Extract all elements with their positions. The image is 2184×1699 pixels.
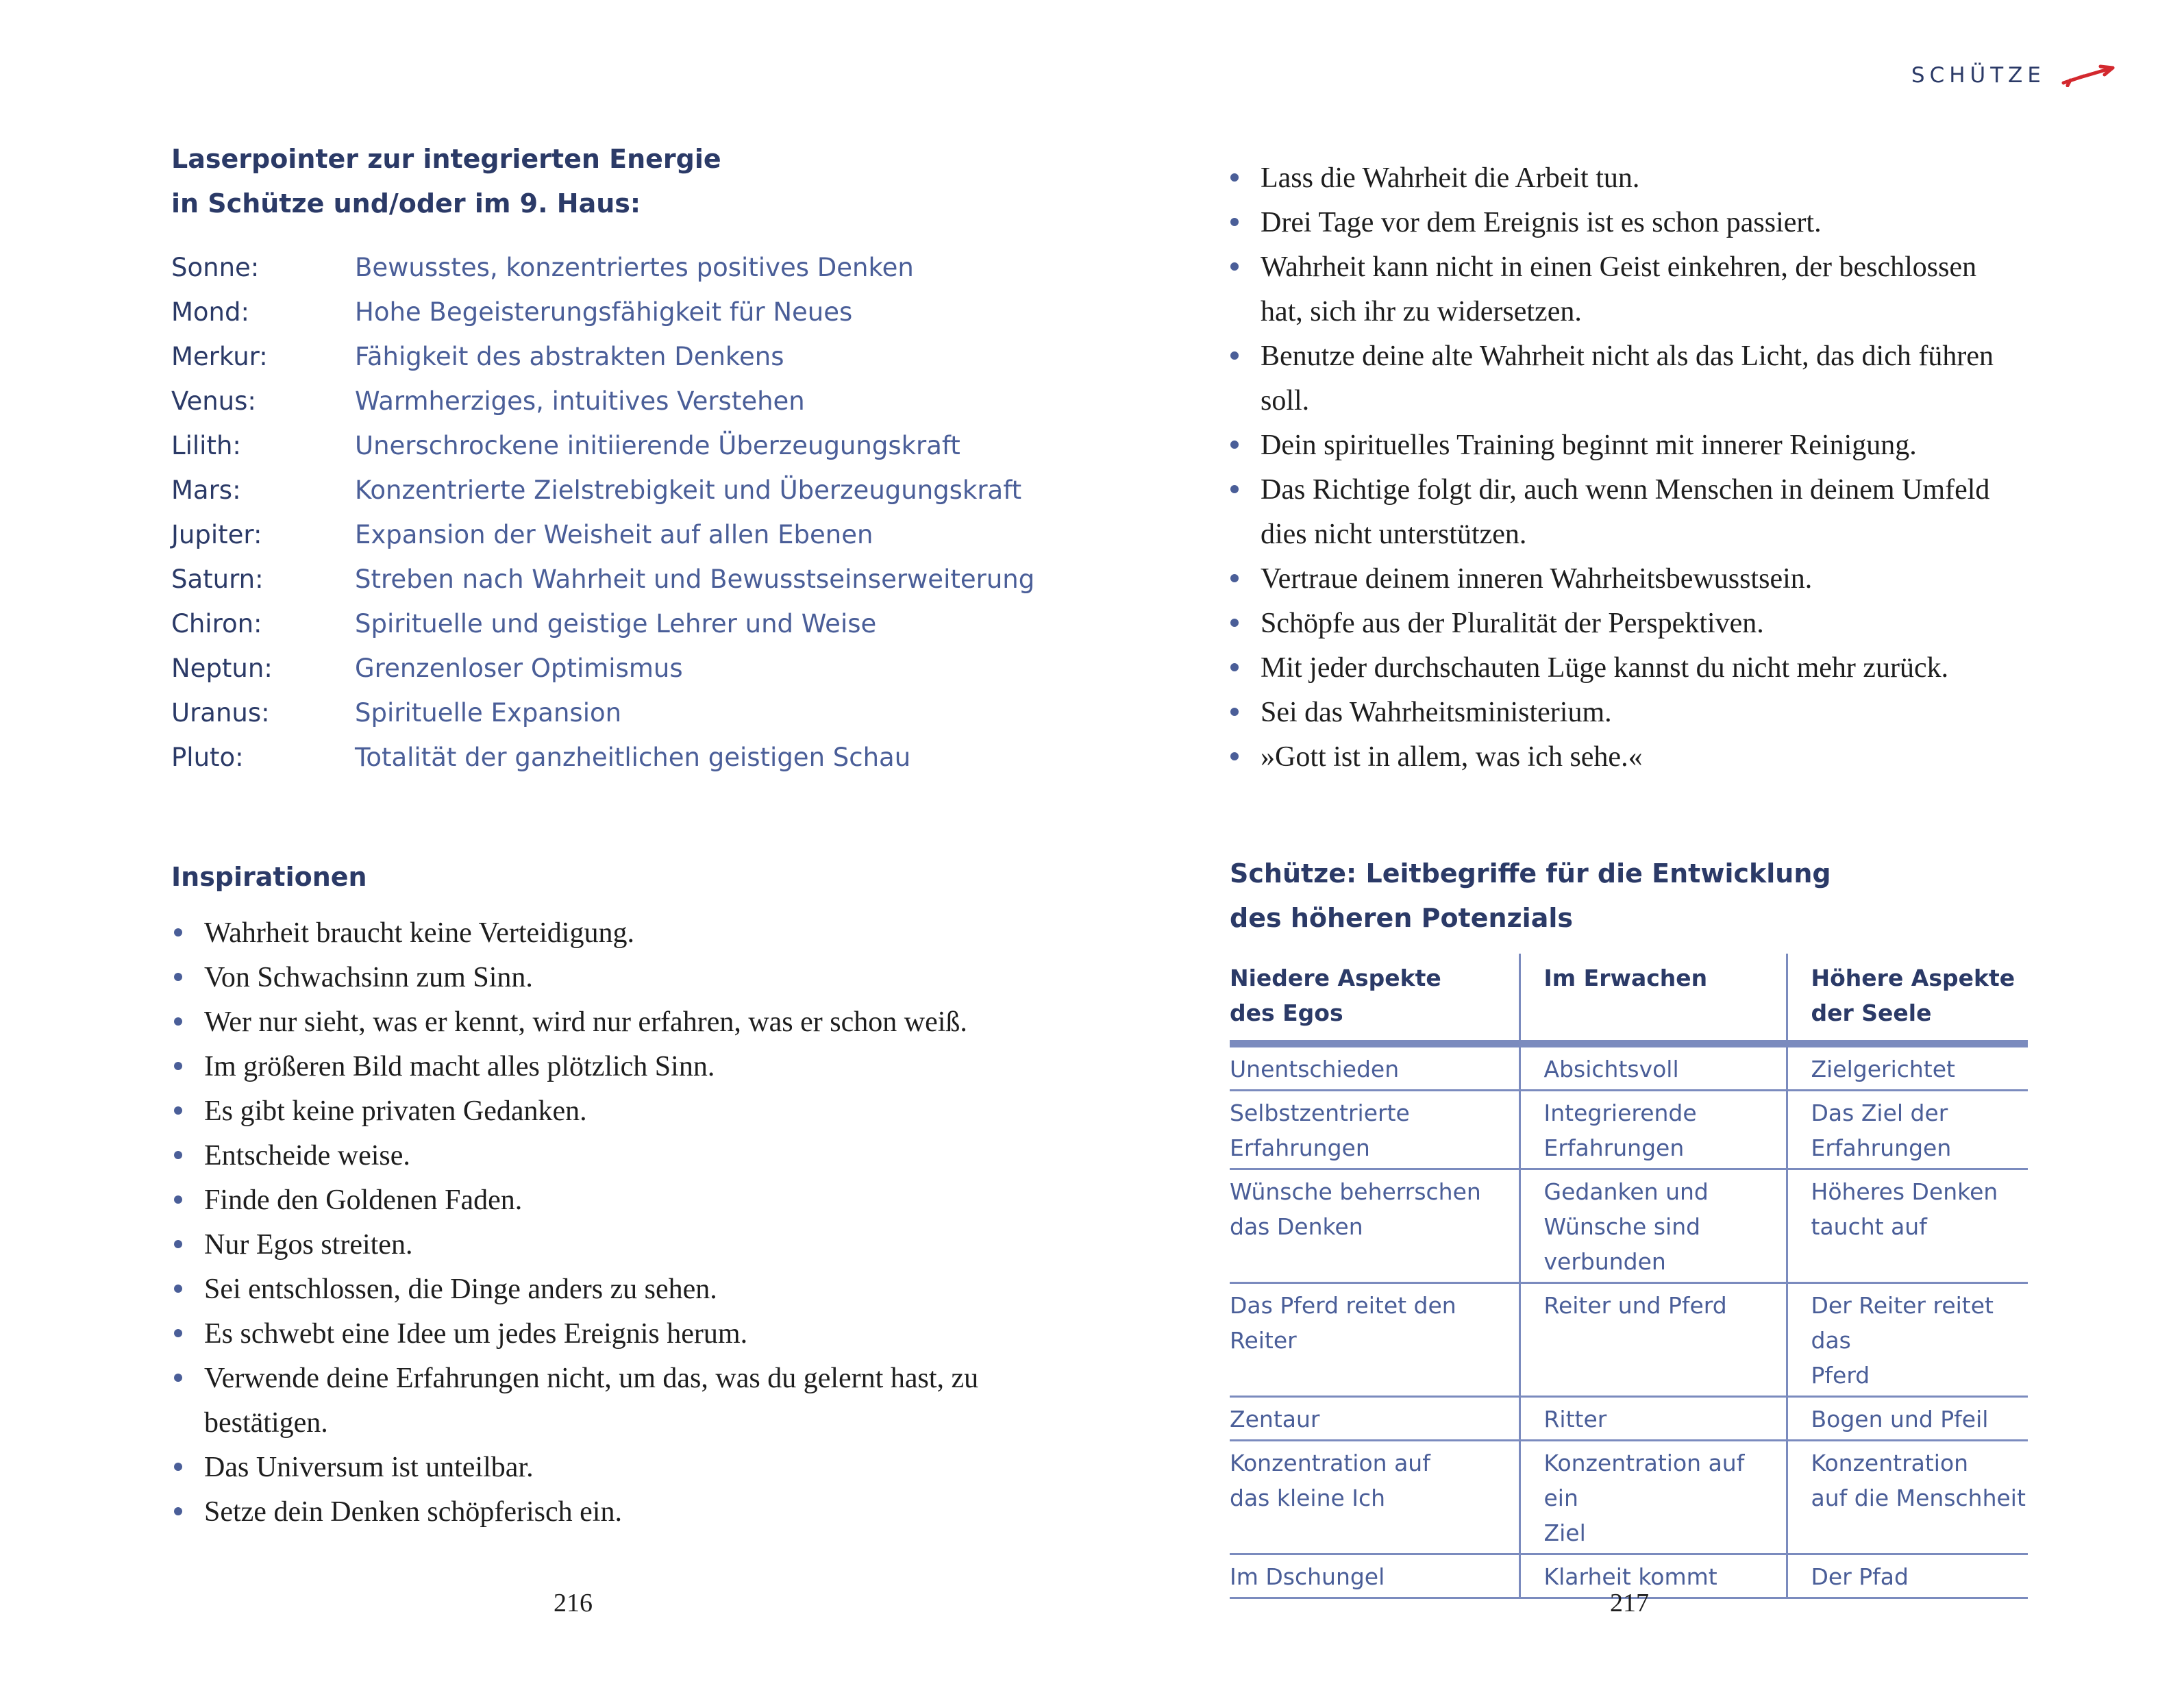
- cell-text-line: Unentschieden: [1230, 1056, 1400, 1082]
- page-number-right: 217: [1610, 1589, 1649, 1617]
- list-item: Es schwebt eine Idee um jedes Ereignis herum.: [171, 1312, 993, 1356]
- planet-name: Sonne:: [171, 253, 260, 282]
- planet-description: Konzentrierte Zielstrebigkeit und Überzeugungskraft: [355, 475, 1022, 505]
- table-row: [1230, 1397, 2028, 1441]
- planet-name: Pluto:: [171, 743, 244, 772]
- planet-row: [171, 290, 1034, 334]
- planet-list: [171, 245, 1034, 780]
- planet-row: [171, 512, 1034, 557]
- list-item: Drei Tage vor dem Ereignis ist es schon passiert.: [1228, 201, 2015, 245]
- planet-description: Warmherziges, intuitives Verstehen: [355, 386, 805, 416]
- planet-row: [171, 646, 1034, 691]
- cell-text-line: Zielgerichtet: [1811, 1056, 1955, 1082]
- table-row: [1230, 1441, 2028, 1554]
- list-item: Wer nur sieht, was er kennt, wird nur erfahren, was er schon weiß.: [171, 1000, 993, 1045]
- cell-text-line: verbunden: [1543, 1248, 1666, 1275]
- column-header: [1230, 954, 1519, 1044]
- laserpointer-heading: [171, 137, 721, 226]
- planet-description: Spirituelle und geistige Lehrer und Weise: [355, 609, 877, 638]
- list-item: Vertraue deinem inneren Wahrheitsbewusstsein.: [1228, 557, 2015, 602]
- cell-text-line: Absichtsvoll: [1543, 1056, 1679, 1082]
- table-cell: [1519, 1283, 1787, 1397]
- table-cell: [1230, 1169, 1519, 1283]
- cell-text-line: Im Erwachen: [1543, 965, 1708, 991]
- list-item: Schöpfe aus der Pluralität der Perspektiven.: [1228, 602, 2015, 646]
- aspects-table: [1230, 954, 2028, 1599]
- table-cell: [1787, 1397, 2028, 1441]
- table-body: [1230, 1044, 2028, 1598]
- inspirations-list: [171, 911, 993, 1535]
- cell-text-line: der Seele: [1811, 1000, 1932, 1026]
- list-item: Benutze deine alte Wahrheit nicht als das Licht, das dich führen soll.: [1228, 334, 2015, 423]
- planet-row: [171, 379, 1034, 423]
- table-cell: [1230, 1397, 1519, 1441]
- inspirations-heading: Inspirationen: [171, 862, 367, 892]
- table-cell: [1230, 1044, 1519, 1091]
- table-cell: [1230, 1091, 1519, 1169]
- list-item: Wahrheit kann nicht in einen Geist einkehren, der beschlossen hat, sich ihr zu widersetzen.: [1228, 245, 2015, 334]
- cell-text-line: Der Pfad: [1811, 1563, 1909, 1590]
- planet-description: Streben nach Wahrheit und Bewusstseinserweiterung: [355, 565, 1035, 594]
- cell-text-line: Klarheit kommt: [1543, 1563, 1717, 1590]
- running-header-title: SCHÜTZE: [1911, 63, 2046, 88]
- table-cell: [1787, 1283, 2028, 1397]
- table-cell: [1787, 1554, 2028, 1598]
- planet-row: [171, 557, 1034, 602]
- table-row: [1230, 1091, 2028, 1169]
- table-cell: [1519, 1554, 1787, 1598]
- cell-text-line: des Egos: [1230, 1000, 1343, 1026]
- cell-text-line: taucht auf: [1811, 1213, 1927, 1240]
- running-header: [1911, 63, 2115, 88]
- table-heading-line1: Schütze: Leitbegriffe für die Entwicklung: [1230, 858, 1831, 889]
- list-item: Verwende deine Erfahrungen nicht, um das, was du gelernt hast, zu bestätigen.: [171, 1356, 993, 1446]
- cell-text-line: Selbstzentrierte: [1230, 1100, 1410, 1126]
- planet-description: Grenzenloser Optimismus: [355, 654, 683, 683]
- list-item: Von Schwachsinn zum Sinn.: [171, 956, 993, 1000]
- list-item: Es gibt keine privaten Gedanken.: [171, 1089, 993, 1134]
- cell-text-line: Erfahrungen: [1811, 1134, 1952, 1161]
- cell-text-line: Im Dschungel: [1230, 1563, 1385, 1590]
- column-header: [1787, 954, 2028, 1044]
- cell-text-line: Der Reiter reitet das: [1811, 1292, 1994, 1354]
- cell-text-line: Bogen und Pfeil: [1811, 1406, 1989, 1433]
- table-cell: [1519, 1169, 1787, 1283]
- planet-description: Hohe Begeisterungsfähigkeit für Neues: [355, 297, 853, 327]
- planet-name: Merkur:: [171, 342, 268, 371]
- cell-text-line: Erfahrungen: [1230, 1134, 1370, 1161]
- cell-text-line: Erfahrungen: [1543, 1134, 1685, 1161]
- cell-text-line: Konzentration: [1811, 1450, 1969, 1476]
- table-header-row: [1230, 954, 2028, 1044]
- table-cell: [1519, 1091, 1787, 1169]
- list-item: »Gott ist in allem, was ich sehe.«: [1228, 735, 2015, 780]
- list-item: Wahrheit braucht keine Verteidigung.: [171, 911, 993, 956]
- list-item: Entscheide weise.: [171, 1134, 993, 1178]
- table-row: [1230, 1283, 2028, 1397]
- planet-name: Jupiter:: [171, 520, 262, 549]
- list-item: Lass die Wahrheit die Arbeit tun.: [1228, 156, 2015, 201]
- cell-text-line: Das Pferd reitet den: [1230, 1292, 1456, 1319]
- planet-name: Mars:: [171, 475, 241, 505]
- planet-name: Neptun:: [171, 654, 273, 683]
- planet-row: [171, 423, 1034, 468]
- cell-text-line: Reiter und Pferd: [1543, 1292, 1727, 1319]
- list-item: Im größeren Bild macht alles plötzlich Sinn.: [171, 1045, 993, 1089]
- planet-name: Uranus:: [171, 698, 270, 728]
- planet-row: [171, 735, 1034, 780]
- quotes-list: [1228, 156, 2015, 780]
- table-cell: [1230, 1441, 1519, 1554]
- laserpointer-heading-line2: in Schütze und/oder im 9. Haus:: [171, 188, 641, 219]
- table-cell: [1230, 1283, 1519, 1397]
- table-row: [1230, 1044, 2028, 1091]
- planet-description: Bewusstes, konzentriertes positives Denken: [355, 253, 914, 282]
- planet-row: [171, 334, 1034, 379]
- arrow-icon: [2061, 64, 2115, 87]
- table-cell: [1519, 1441, 1787, 1554]
- list-item: Setze dein Denken schöpferisch ein.: [171, 1490, 993, 1535]
- table-cell: [1519, 1044, 1787, 1091]
- planet-description: Totalität der ganzheitlichen geistigen Schau: [355, 743, 911, 772]
- cell-text-line: Ritter: [1543, 1406, 1607, 1433]
- list-item: Sei entschlossen, die Dinge anders zu sehen.: [171, 1267, 993, 1312]
- planet-description: Spirituelle Expansion: [355, 698, 622, 728]
- list-item: Das Richtige folgt dir, auch wenn Menschen in deinem Umfeld dies nicht unterstützen.: [1228, 468, 2015, 557]
- planet-name: Lilith:: [171, 431, 241, 460]
- table-cell: [1787, 1044, 2028, 1091]
- cell-text-line: Zentaur: [1230, 1406, 1320, 1433]
- cell-text-line: Gedanken und: [1543, 1178, 1709, 1205]
- planet-row: [171, 602, 1034, 646]
- planet-name: Venus:: [171, 386, 256, 416]
- planet-row: [171, 245, 1034, 290]
- list-item: Sei das Wahrheitsministerium.: [1228, 691, 2015, 735]
- planet-description: Unerschrockene initiierende Überzeugungskraft: [355, 431, 960, 460]
- list-item: Dein spirituelles Training beginnt mit innerer Reinigung.: [1228, 423, 2015, 468]
- cell-text-line: Höheres Denken: [1811, 1178, 1998, 1205]
- cell-text-line: Integrierende: [1543, 1100, 1697, 1126]
- cell-text-line: Höhere Aspekte: [1811, 965, 2015, 991]
- cell-text-line: Das Ziel der: [1811, 1100, 1948, 1126]
- cell-text-line: Pferd: [1811, 1362, 1870, 1389]
- list-item: Mit jeder durchschauten Lüge kannst du nicht mehr zurück.: [1228, 646, 2015, 691]
- cell-text-line: das Denken: [1230, 1213, 1363, 1240]
- table-cell: [1230, 1554, 1519, 1598]
- planet-description: Fähigkeit des abstrakten Denkens: [355, 342, 784, 371]
- cell-text-line: Reiter: [1230, 1327, 1297, 1354]
- planet-name: Mond:: [171, 297, 249, 327]
- table-row: [1230, 1169, 2028, 1283]
- planet-row: [171, 691, 1034, 735]
- list-item: Nur Egos streiten.: [171, 1223, 993, 1267]
- table-cell: [1787, 1091, 2028, 1169]
- cell-text-line: Ziel: [1543, 1520, 1586, 1546]
- list-item: Finde den Goldenen Faden.: [171, 1178, 993, 1223]
- cell-text-line: Wünsche beherrschen: [1230, 1178, 1481, 1205]
- list-item: Das Universum ist unteilbar.: [171, 1446, 993, 1490]
- table-cell: [1787, 1169, 2028, 1283]
- table-cell: [1787, 1441, 2028, 1554]
- planet-name: Chiron:: [171, 609, 262, 638]
- cell-text-line: auf die Menschheit: [1811, 1485, 2026, 1511]
- table-cell: [1519, 1397, 1787, 1441]
- planet-description: Expansion der Weisheit auf allen Ebenen: [355, 520, 873, 549]
- cell-text-line: das kleine Ich: [1230, 1485, 1386, 1511]
- planet-row: [171, 468, 1034, 512]
- cell-text-line: Wünsche sind: [1543, 1213, 1701, 1240]
- cell-text-line: Niedere Aspekte: [1230, 965, 1441, 991]
- laserpointer-heading-line1: Laserpointer zur integrierten Energie: [171, 144, 721, 174]
- cell-text-line: Konzentration auf: [1230, 1450, 1430, 1476]
- planet-name: Saturn:: [171, 565, 264, 594]
- table-heading-line2: des höheren Potenzials: [1230, 903, 1573, 933]
- column-header: [1519, 954, 1787, 1044]
- table-heading: [1230, 852, 1831, 941]
- page-number-left: 216: [554, 1589, 593, 1617]
- cell-text-line: Konzentration auf ein: [1543, 1450, 1745, 1511]
